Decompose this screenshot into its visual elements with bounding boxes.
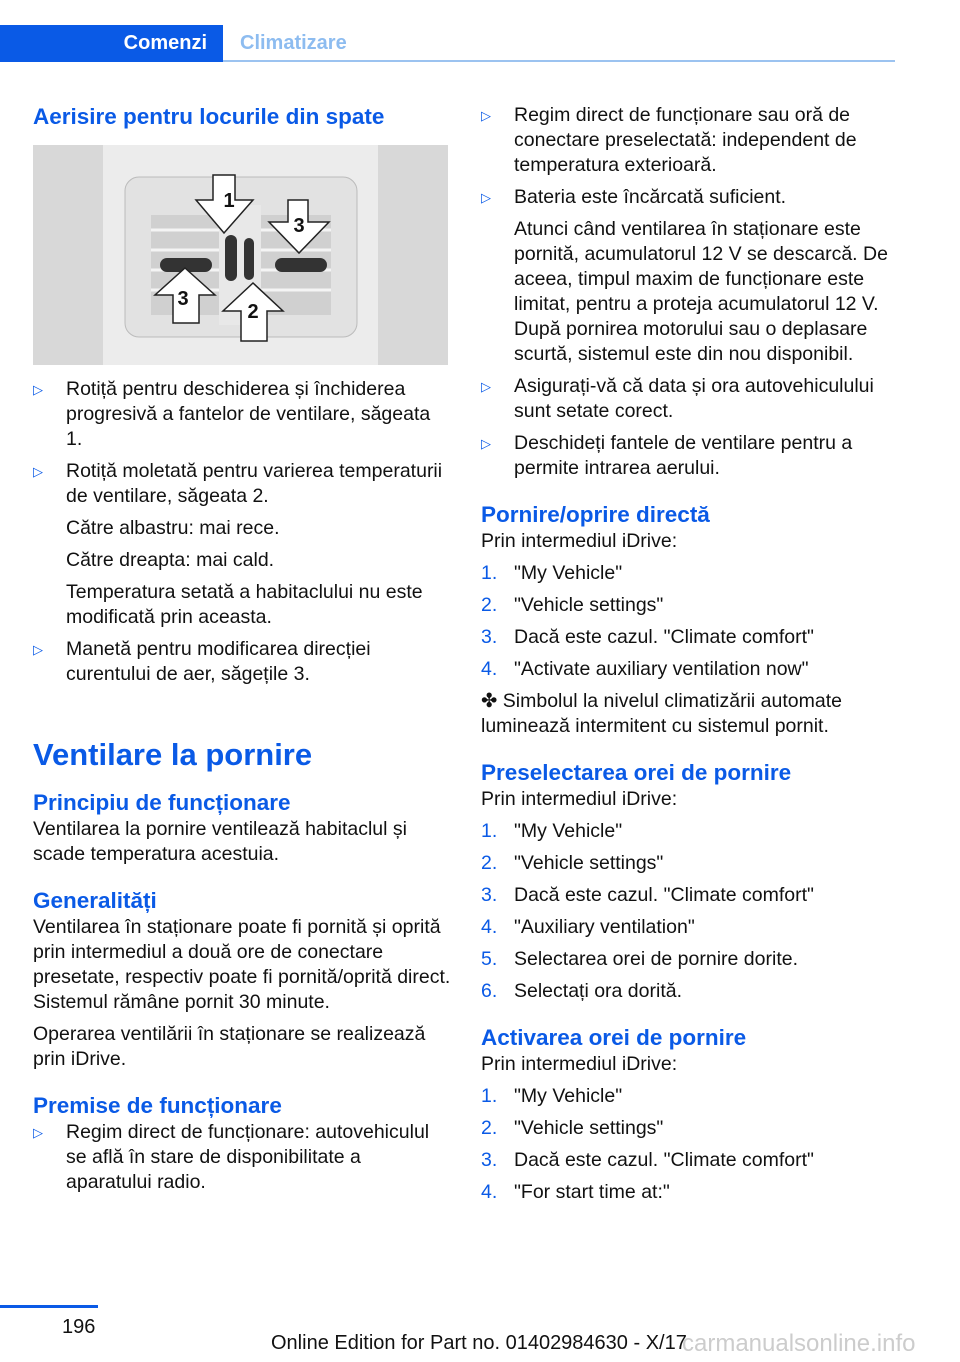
list-item: [481, 1116, 901, 1141]
step: "Vehicle settings": [514, 1117, 664, 1139]
list-item: [481, 915, 901, 940]
paragraph: Prin intermediul iDrive:: [481, 1053, 678, 1075]
list-item: ▷ Regim direct de funcționare: autovehiculul se află în stare de disponibilitate a aparatului radio.: [33, 1121, 430, 1193]
rear-vent-figure: [33, 145, 448, 365]
list-subtext: Către dreapta: mai cald.: [66, 549, 275, 571]
heading-rear-vents: Aerisire pentru locurile din spate: [33, 104, 385, 129]
step: "Vehicle settings": [514, 594, 664, 616]
triangle-bullet-icon: ▷: [33, 642, 43, 657]
heading-vent-start: Ventilare la pornire: [33, 737, 313, 772]
heading-activate: Activarea orei de pornire: [481, 1025, 747, 1050]
step: "Activate auxiliary ventilation now": [514, 658, 809, 680]
triangle-bullet-icon: ▷: [481, 190, 491, 205]
step-number: 1.: [481, 820, 498, 842]
triangle-bullet-icon: ▷: [33, 382, 43, 397]
triangle-bullet-icon: ▷: [481, 108, 491, 123]
step-number: 4.: [481, 916, 498, 938]
step-number: 3.: [481, 626, 498, 648]
fan-icon: ✤: [481, 690, 503, 712]
triangle-bullet-icon: ▷: [481, 379, 491, 394]
step-number: 2.: [481, 594, 498, 616]
list-item: [481, 625, 901, 650]
figure-label-1: 1: [223, 190, 235, 212]
list-item: [481, 819, 901, 844]
step: "My Vehicle": [514, 1085, 623, 1107]
list-item: [481, 1148, 901, 1173]
right-column: [481, 103, 901, 1212]
step-number: 1.: [481, 562, 498, 584]
list-item: [481, 593, 901, 618]
step: "Vehicle settings": [514, 852, 664, 874]
paragraph: Simbolul la nivelul climatizării automate luminează intermitent cu sistemul pornit.: [481, 690, 842, 737]
step: "My Vehicle": [514, 562, 623, 584]
step-number: 2.: [481, 852, 498, 874]
list-item: [481, 947, 901, 972]
step-number: 6.: [481, 980, 498, 1002]
triangle-bullet-icon: ▷: [481, 436, 491, 451]
paragraph: Ventilarea la pornire ventilează habitaclul și scade temperatura acestuia.: [33, 818, 407, 865]
list-item: [481, 883, 901, 908]
paragraph: Prin intermediul iDrive:: [481, 788, 678, 810]
list-item: ▷ Deschideți fantele de ventilare pentru a permite intrarea aerului.: [481, 432, 853, 479]
step-number: 4.: [481, 1181, 498, 1203]
list-item: ▷ Rotiță moletată pentru varierea temperaturii de ventilare, săgeata 2.: [33, 460, 443, 507]
heading-principle: Principiu de funcționare: [33, 790, 291, 815]
step-number: 3.: [481, 884, 498, 906]
list-item: [481, 979, 901, 1004]
list-item: ▷ Manetă pentru modificarea direcției curentului de aer, săgețile 3.: [33, 638, 371, 685]
left-column: [33, 103, 451, 1202]
step: "For start time at:": [514, 1181, 670, 1203]
list-item: [481, 657, 901, 682]
step: Dacă este cazul. "Climate comfort": [514, 884, 814, 906]
figure-label-2: 2: [247, 301, 259, 323]
watermark: carmanualsonline.info: [682, 1330, 916, 1357]
edition-text: Online Edition for Part no. 01402984630 - X/17: [271, 1332, 687, 1354]
triangle-bullet-icon: ▷: [33, 464, 43, 479]
heading-preselect: Preselectarea orei de pornire: [481, 760, 792, 785]
heading-general: Generalități: [33, 888, 157, 913]
paragraph: Operarea ventilării în staționare se realizează prin iDrive.: [33, 1023, 426, 1070]
tab-climatizare[interactable]: Climatizare: [240, 32, 347, 54]
list-subtext: Atunci când ventilarea în staționare este pornită, acumulatorul 12 V se descarcă. De aceea, timpul maxim de funcționare este limitat, pentru a proteja acumulatorul 12 V. După pornirea motorului sau o deplasare scurtă, sistemul este din nou disponibil.: [514, 218, 888, 365]
step-number: 4.: [481, 658, 498, 680]
footer-rule: [0, 1305, 98, 1308]
list-item: ▷ Asigurați-vă că data și ora autovehiculului sunt setate corect.: [481, 375, 874, 422]
step-number: 3.: [481, 1149, 498, 1171]
step: "Auxiliary ventilation": [514, 916, 695, 938]
list-item: ▷ Bateria este încărcată suficient.: [481, 186, 787, 208]
figure-label-3-right: 3: [293, 215, 305, 237]
list-item: [481, 1084, 901, 1109]
paragraph: Ventilarea în staționare poate fi pornită și oprită prin intermediul a două ore de conectare presetate, respectiv poate fi pornită/oprită direct. Sistemul rămâne pornit 30 minute.: [33, 916, 451, 1013]
list-item: [481, 561, 901, 586]
figure-label-3-left: 3: [177, 288, 189, 310]
tab-comenzi[interactable]: Comenzi: [0, 25, 223, 62]
paragraph: Prin intermediul iDrive:: [481, 530, 678, 552]
step: Selectați ora dorită.: [514, 980, 683, 1002]
step: Dacă este cazul. "Climate comfort": [514, 1149, 814, 1171]
list-subtext: Către albastru: mai rece.: [66, 517, 280, 539]
step-number: 5.: [481, 948, 498, 970]
list-item: ▷ Rotiță pentru deschiderea și închiderea progresivă a fantelor de ventilare, săgeata 1.: [33, 378, 431, 450]
list-item: [481, 1180, 901, 1205]
step: Dacă este cazul. "Climate comfort": [514, 626, 814, 648]
list-subtext: Temperatura setată a habitaclului nu este modificată prin aceasta.: [66, 581, 423, 628]
page-number: 196: [62, 1316, 96, 1338]
header-tabs: [0, 25, 895, 62]
list-item: ▷ Regim direct de funcționare sau oră de conectare preselectată: independent de temperatura exterioară.: [481, 104, 857, 176]
step-number: 1.: [481, 1085, 498, 1107]
list-item: [481, 851, 901, 876]
triangle-bullet-icon: ▷: [33, 1125, 43, 1140]
heading-direct: Pornire/oprire directă: [481, 502, 710, 527]
step-number: 2.: [481, 1117, 498, 1139]
heading-premise: Premise de funcționare: [33, 1093, 282, 1118]
step: "My Vehicle": [514, 820, 623, 842]
step: Selectarea orei de pornire dorite.: [514, 948, 798, 970]
